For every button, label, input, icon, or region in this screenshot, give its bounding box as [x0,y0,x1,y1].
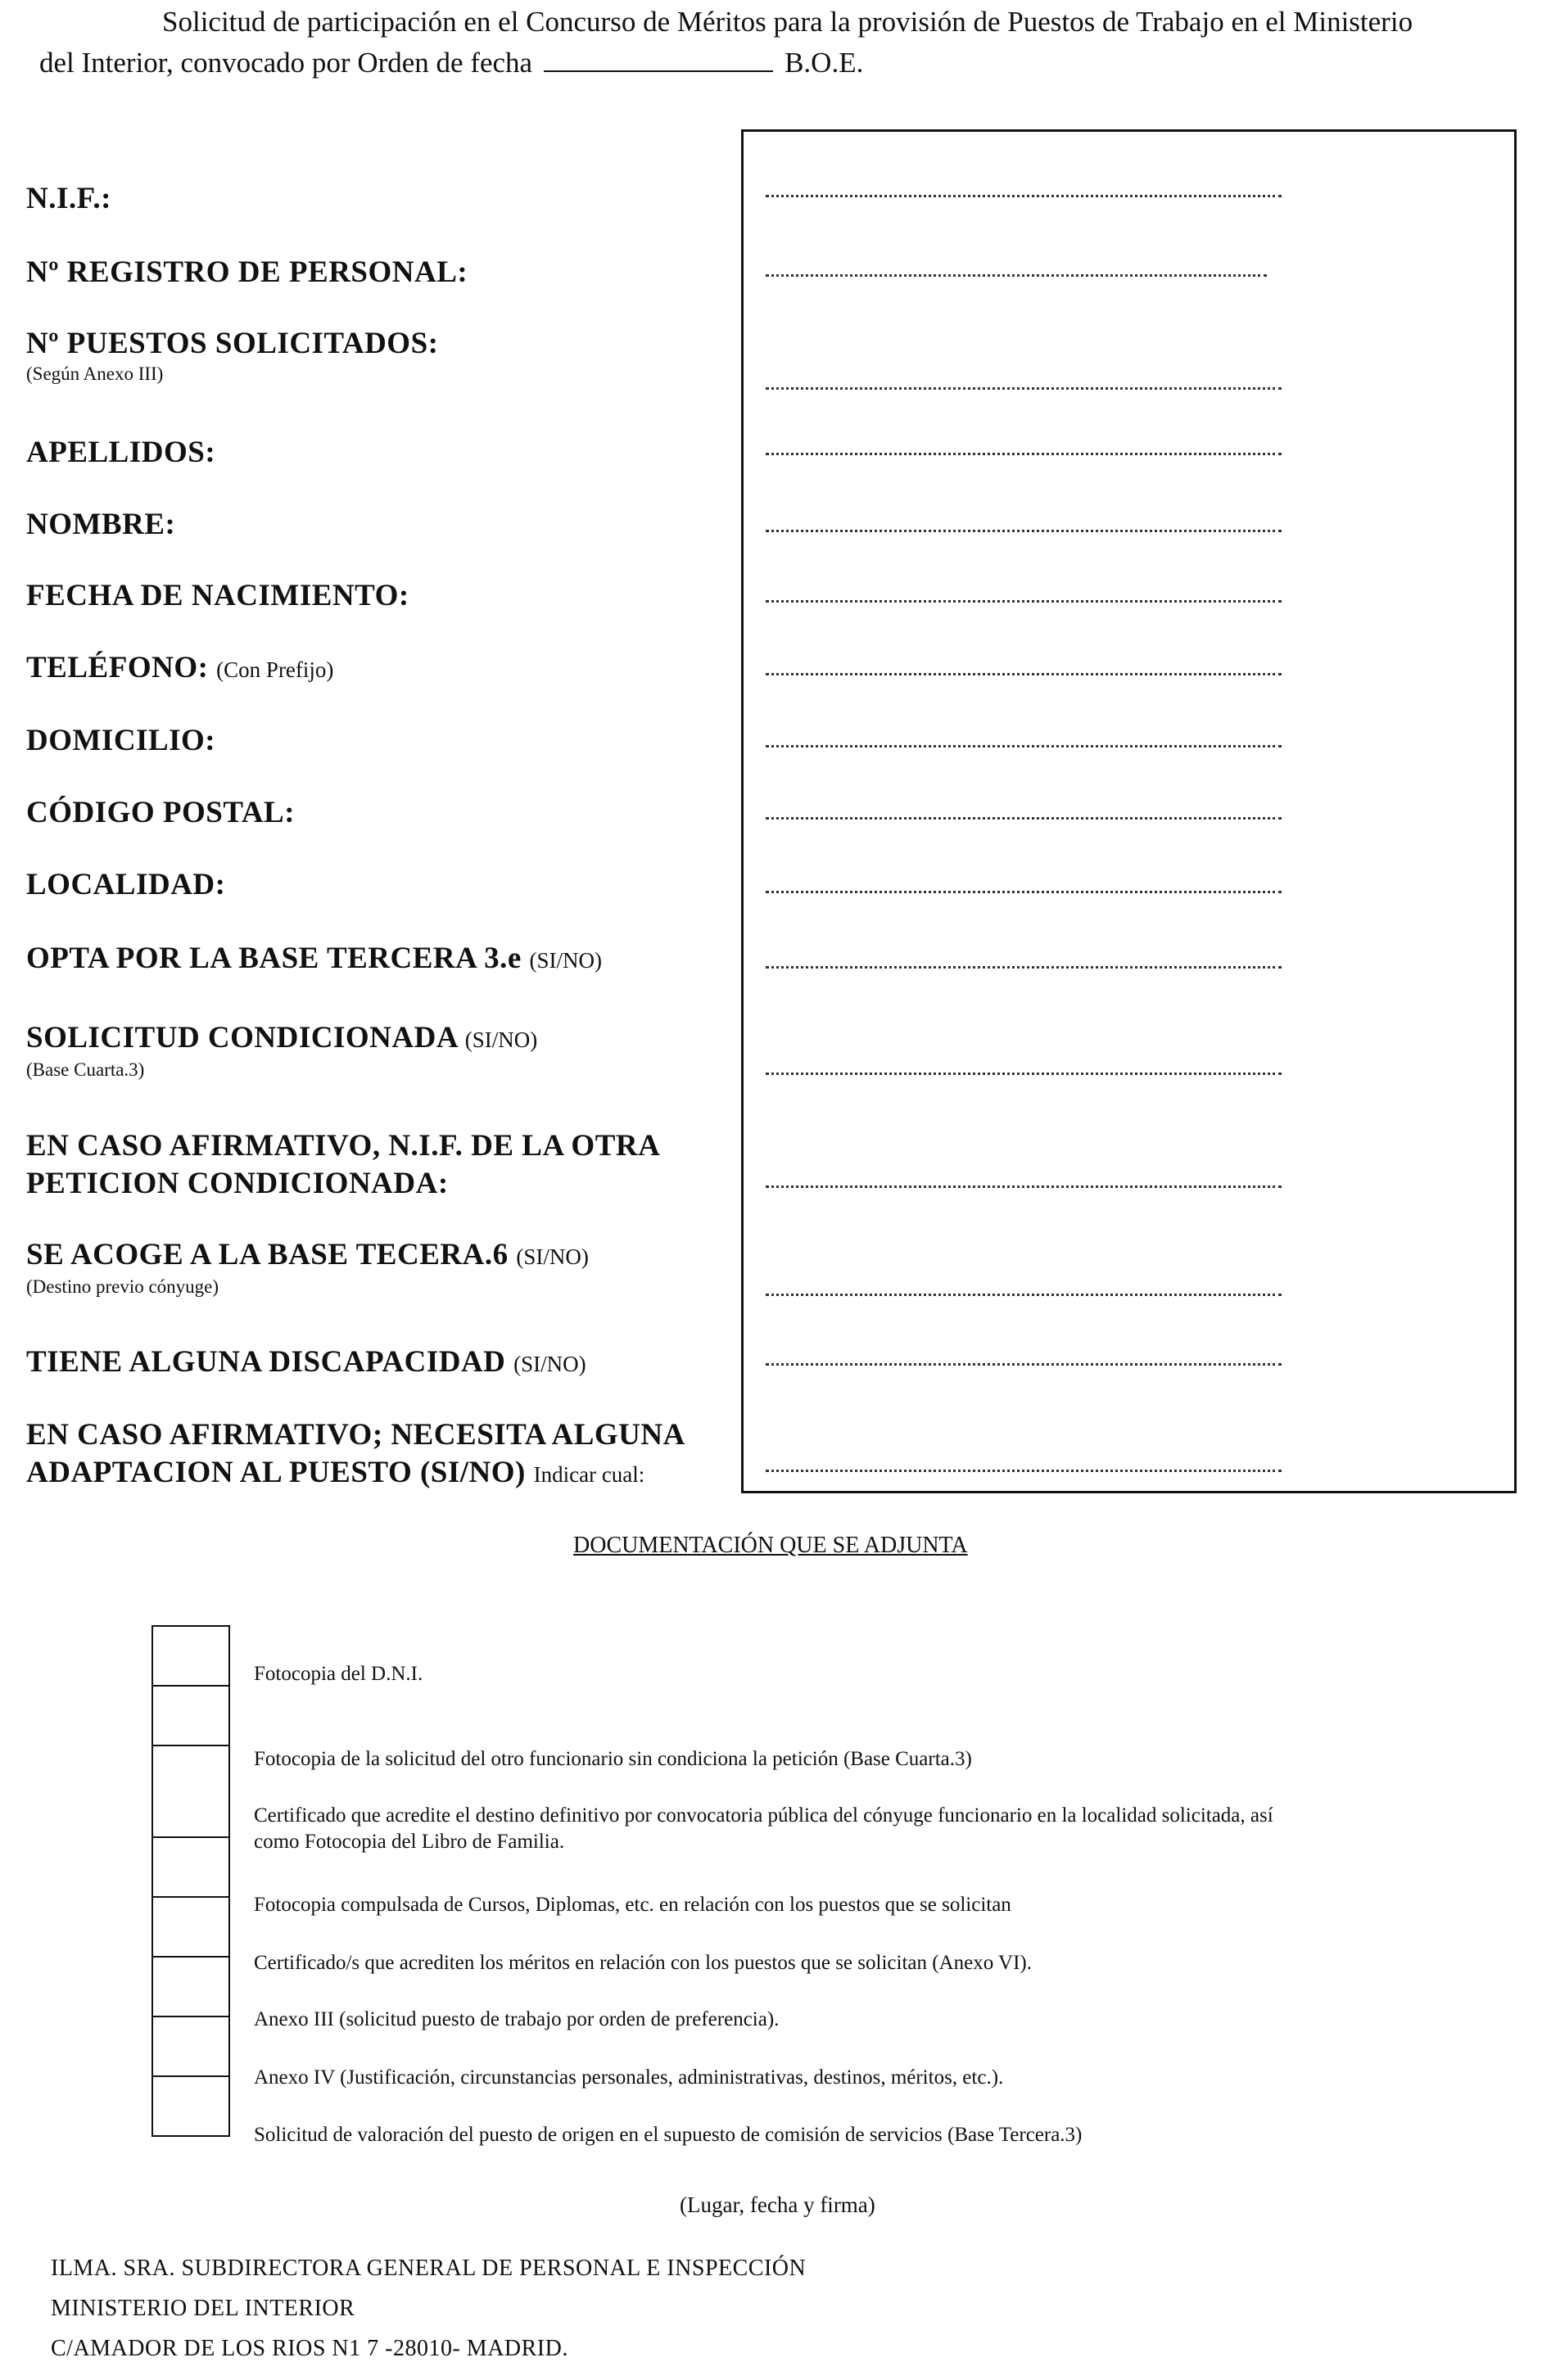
checkbox-valoracion-puesto[interactable] [151,2075,230,2137]
doc-item-otro-funcionario: Fotocopia de la solicitud del otro funcionario sin condiciona la petición (Base Cuarta.3) [254,1748,972,1770]
label-condicionada-sub: (Base Cuarta.3) [26,1059,145,1080]
entry-line-nombre[interactable] [766,530,1282,532]
label-domicilio: DOMICILIO: [26,724,216,757]
label-codigo-postal: CÓDIGO POSTAL: [26,796,296,829]
doc-item-certificado-meritos: Certificado/s que acrediten los méritos en relación con los puestos que se solicitan (Anexo VI). [254,1952,1032,1974]
entry-line-solicitud-condicionada[interactable] [766,1073,1282,1075]
label-nif-otra-peticion: EN CASO AFIRMATIVO, N.I.F. DE LA OTRA PETICION CONDICIONADA: [26,1129,661,1200]
doc-item-cursos-diplomas: Fotocopia compulsada de Cursos, Diplomas, etc. en relación con los puestos que se solicitan [254,1894,1011,1916]
address-line-1: ILMA. SRA. SUBDIRECTORA GENERAL DE PERSONAL E INSPECCIÓN [51,2256,807,2281]
address-line-3: C/AMADOR DE LOS RIOS N1 7 -28010- MADRID. [51,2336,568,2361]
entry-line-domicilio[interactable] [766,745,1282,747]
entry-line-base-tercera-3e[interactable] [766,966,1282,969]
entry-line-discapacidad[interactable] [766,1363,1282,1366]
checkbox-certificado-conyuge[interactable] [151,1745,230,1838]
label-registro-personal: Nº REGISTRO DE PERSONAL: [26,255,468,289]
label-adaptacion-puesto: EN CASO AFIRMATIVO; NECESITA ALGUNA ADAPTACION AL PUESTO (SI/NO) Indicar cual: [26,1418,685,1489]
header-line-1: Solicitud de participación en el Concurso de Méritos para la provisión de Puestos de Trabajo en el Ministerio [162,6,1413,38]
entry-line-registro-personal[interactable] [766,274,1267,277]
address-line-2: MINISTERIO DEL INTERIOR [51,2296,355,2321]
entry-line-codigo-postal[interactable] [766,817,1282,820]
label-apellidos: APELLIDOS: [26,436,216,469]
checkbox-anexo-iv[interactable] [151,2016,230,2077]
checkbox-anexo-iii[interactable] [151,1956,230,2017]
label-puestos-sub: (Según Anexo III) [26,364,164,384]
doc-item-valoracion-puesto: Solicitud de valoración del puesto de origen en el supuesto de comisión de servicios (Base Tercera.3) [254,2124,1083,2146]
label-puestos-solicitados: Nº PUESTOS SOLICITADOS: (Según Anexo III) [26,327,439,384]
doc-item-anexo-iv: Anexo IV (Justificación, circunstancias personales, administrativas, destinos, méritos, etc.). [254,2066,1004,2089]
checkbox-certificado-meritos[interactable] [151,1896,230,1958]
entry-line-nif[interactable] [766,195,1282,197]
header-line-2-start: del Interior, convocado por Orden de fecha [39,47,533,79]
entry-line-localidad[interactable] [766,891,1282,893]
entry-line-adaptacion-puesto[interactable] [766,1470,1282,1472]
checkbox-cursos-diplomas[interactable] [151,1836,230,1898]
label-base-tercera-3e: OPTA POR LA BASE TERCERA 3.e (SI/NO) [26,942,602,975]
label-base-tercera-6: SE ACOGE A LA BASE TECERA.6 (SI/NO) (Destino previo cónyuge) [26,1238,589,1297]
checkbox-otro-funcionario[interactable] [151,1685,230,1746]
documentation-title: DOCUMENTACIÓN QUE SE ADJUNTA [573,1533,968,1558]
doc-item-anexo-iii: Anexo III (solicitud puesto de trabajo por orden de preferencia). [254,2008,780,2030]
header-line-2-end: B.O.E. [785,47,864,79]
label-solicitud-condicionada: SOLICITUD CONDICIONADA (SI/NO) (Base Cuarta.3) [26,1021,538,1080]
label-base-tercera-6-sub: (Destino previo cónyuge) [26,1276,219,1297]
checkbox-dni[interactable] [151,1625,230,1687]
order-date-blank[interactable] [544,47,773,72]
label-nombre: NOMBRE: [26,508,176,541]
label-telefono: TELÉFONO: (Con Prefijo) [26,651,334,684]
entry-line-apellidos[interactable] [766,453,1282,455]
document-header [39,2,1513,84]
entry-line-telefono[interactable] [766,673,1282,675]
form-value-box [741,129,1517,1493]
signature-line: (Lugar, fecha y firma) [680,2193,875,2217]
doc-item-certificado-conyuge: Certificado que acredite el destino definitivo por convocatoria pública del cónyuge funcionario en la localidad solicitada, así como Fotocopia del Libro de Familia. [254,1804,1273,1853]
header-line-2 [39,43,1513,84]
label-localidad: LOCALIDAD: [26,868,226,901]
entry-line-nif-otra-peticion[interactable] [766,1185,1282,1188]
entry-line-puestos-solicitados[interactable] [766,387,1282,390]
entry-line-base-tercera-6[interactable] [766,1294,1282,1296]
doc-item-dni: Fotocopia del D.N.I. [254,1663,423,1685]
entry-line-fecha-nacimiento[interactable] [766,600,1282,603]
label-fecha-nacimiento: FECHA DE NACIMIENTO: [26,579,409,612]
label-nif: N.I.F.: [26,182,111,215]
label-discapacidad: TIENE ALGUNA DISCAPACIDAD (SI/NO) [26,1345,586,1379]
